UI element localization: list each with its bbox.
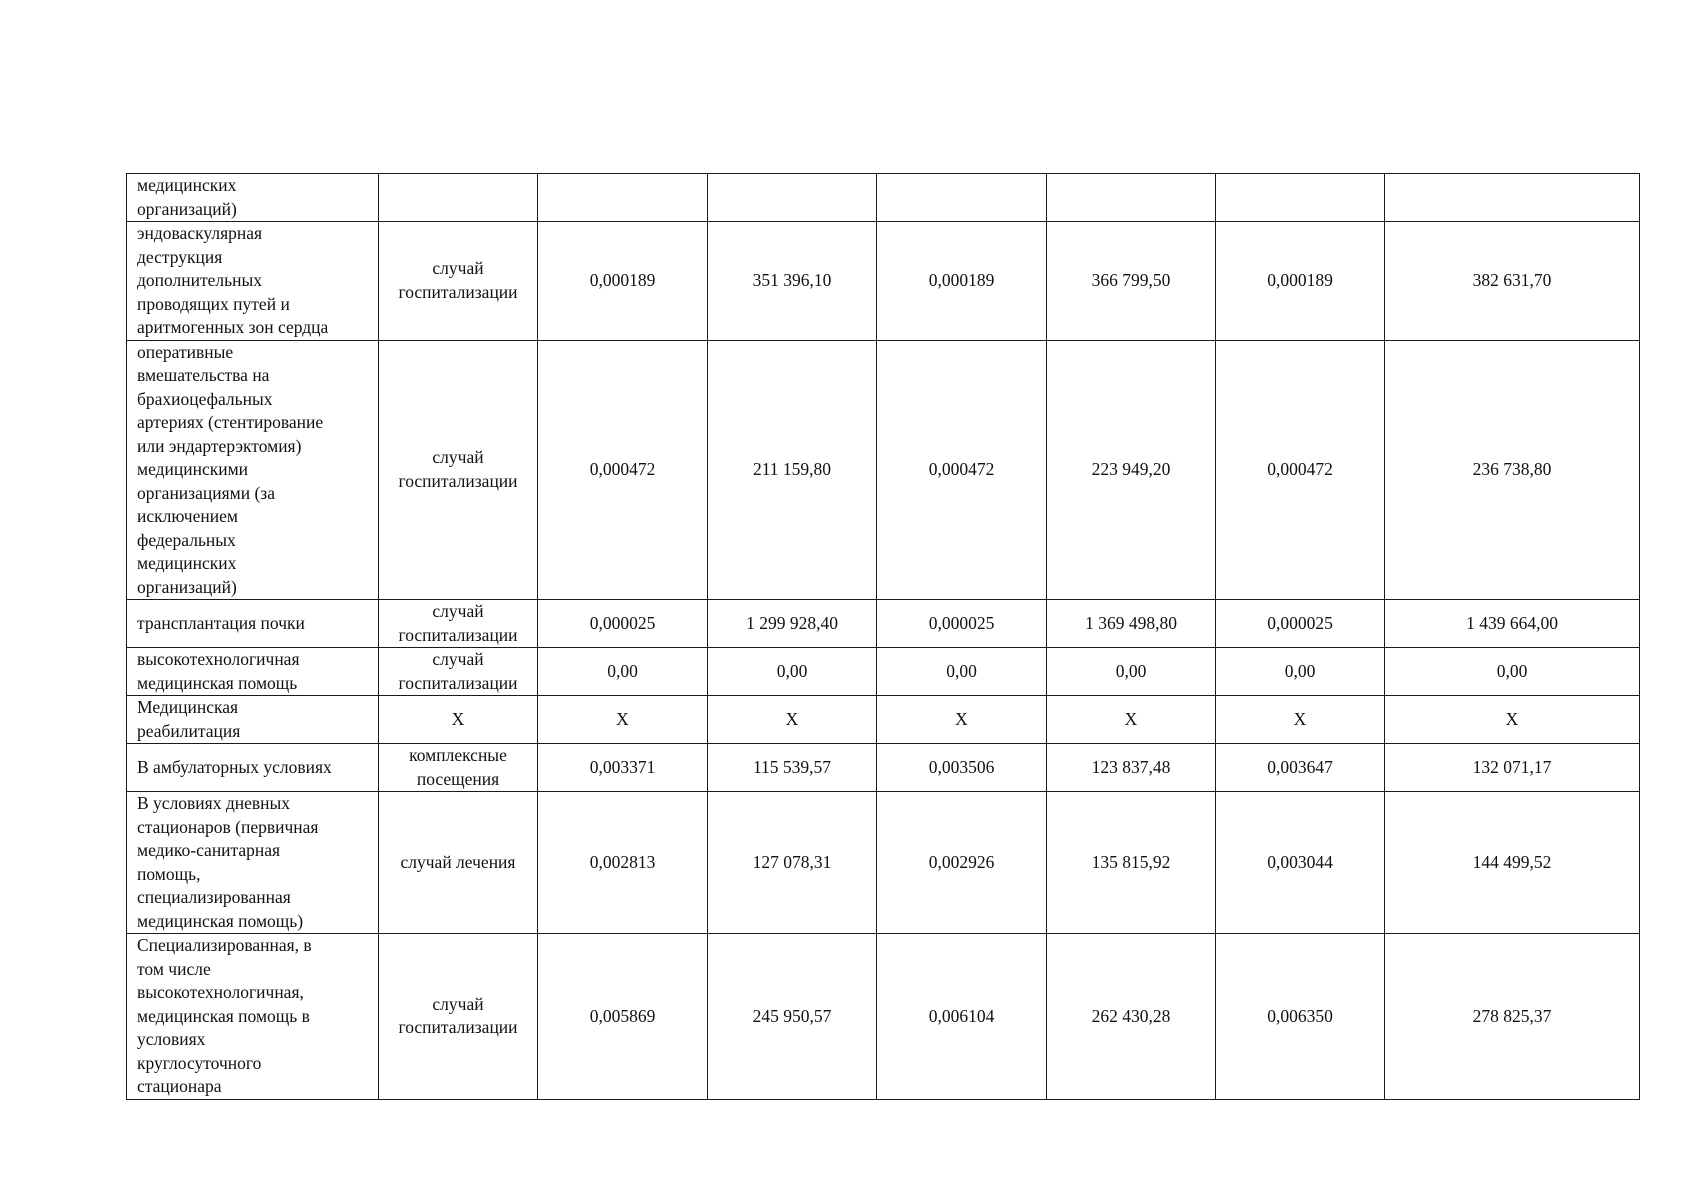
unit-cell — [379, 174, 538, 222]
value-cell: 1 299 928,40 — [708, 600, 877, 648]
table-row — [127, 648, 1640, 696]
value-cell — [1385, 174, 1640, 222]
value-cell: 0,000025 — [538, 600, 708, 648]
row-name-cell: Медицинская реабилитация — [127, 696, 379, 744]
row-name-cell: Специализированная, в том числе высокотехнологичная, медицинская помощь в условиях круглосуточного стационара — [127, 934, 379, 1100]
unit-cell: X — [379, 696, 538, 744]
value-cell: 211 159,80 — [708, 340, 877, 600]
value-cell: 245 950,57 — [708, 934, 877, 1100]
value-cell: 0,000472 — [877, 340, 1047, 600]
table-row — [127, 696, 1640, 744]
value-cell: 0,00 — [708, 648, 877, 696]
row-name-cell: эндоваскулярная деструкция дополнительных проводящих путей и аритмогенных зон сердца — [127, 222, 379, 341]
value-cell: 351 396,10 — [708, 222, 877, 341]
value-cell: 123 837,48 — [1047, 744, 1216, 792]
unit-cell: случай госпитализации — [379, 934, 538, 1100]
value-cell: 0,000189 — [538, 222, 708, 341]
value-cell: 132 071,17 — [1385, 744, 1640, 792]
value-cell: 0,00 — [1385, 648, 1640, 696]
value-cell: 366 799,50 — [1047, 222, 1216, 341]
row-name-cell: высокотехнологичная медицинская помощь — [127, 648, 379, 696]
table-row — [127, 340, 1640, 600]
value-cell: 0,000025 — [1216, 600, 1385, 648]
value-cell: 0,003371 — [538, 744, 708, 792]
table-row — [127, 222, 1640, 341]
row-name-cell: В условиях дневных стационаров (первичная медико-санитарная помощь, специализированная медицинская помощь) — [127, 792, 379, 934]
table-row — [127, 792, 1640, 934]
value-cell: 223 949,20 — [1047, 340, 1216, 600]
value-cell: X — [708, 696, 877, 744]
value-cell — [708, 174, 877, 222]
value-cell — [538, 174, 708, 222]
value-cell: 0,000472 — [1216, 340, 1385, 600]
value-cell — [877, 174, 1047, 222]
unit-cell: случай госпитализации — [379, 222, 538, 341]
unit-cell: случай госпитализации — [379, 648, 538, 696]
value-cell: 0,00 — [1216, 648, 1385, 696]
value-cell: 0,003506 — [877, 744, 1047, 792]
value-cell: 0,00 — [877, 648, 1047, 696]
value-cell: 144 499,52 — [1385, 792, 1640, 934]
value-cell: 0,002813 — [538, 792, 708, 934]
value-cell: 0,005869 — [538, 934, 708, 1100]
value-cell: 0,002926 — [877, 792, 1047, 934]
data-table — [126, 173, 1640, 1100]
row-name-cell: В амбулаторных условиях — [127, 744, 379, 792]
value-cell: 0,006350 — [1216, 934, 1385, 1100]
value-cell: 0,000189 — [877, 222, 1047, 341]
value-cell: 135 815,92 — [1047, 792, 1216, 934]
value-cell: 0,006104 — [877, 934, 1047, 1100]
unit-cell: случай лечения — [379, 792, 538, 934]
value-cell: X — [1385, 696, 1640, 744]
table-row — [127, 934, 1640, 1100]
row-name-cell: оперативные вмешательства на брахиоцефальных артериях (стентирование или эндартерэктомия) медицинскими организациями (за исключением федеральных медицинских организаций) — [127, 340, 379, 600]
value-cell: 0,003647 — [1216, 744, 1385, 792]
value-cell: 0,00 — [538, 648, 708, 696]
unit-cell: случай госпитализации — [379, 600, 538, 648]
value-cell: X — [1047, 696, 1216, 744]
value-cell: X — [877, 696, 1047, 744]
table-row — [127, 174, 1640, 222]
row-name-cell: медицинских организаций) — [127, 174, 379, 222]
table-row — [127, 744, 1640, 792]
row-name-cell: трансплантация почки — [127, 600, 379, 648]
value-cell: 236 738,80 — [1385, 340, 1640, 600]
value-cell: 127 078,31 — [708, 792, 877, 934]
table-row — [127, 600, 1640, 648]
value-cell: X — [1216, 696, 1385, 744]
unit-cell: случай госпитализации — [379, 340, 538, 600]
value-cell: 0,000025 — [877, 600, 1047, 648]
value-cell: X — [538, 696, 708, 744]
value-cell: 0,00 — [1047, 648, 1216, 696]
value-cell: 0,000472 — [538, 340, 708, 600]
unit-cell: комплексные посещения — [379, 744, 538, 792]
value-cell — [1216, 174, 1385, 222]
value-cell: 115 539,57 — [708, 744, 877, 792]
value-cell: 278 825,37 — [1385, 934, 1640, 1100]
value-cell: 382 631,70 — [1385, 222, 1640, 341]
value-cell: 1 439 664,00 — [1385, 600, 1640, 648]
value-cell: 0,000189 — [1216, 222, 1385, 341]
value-cell: 262 430,28 — [1047, 934, 1216, 1100]
value-cell — [1047, 174, 1216, 222]
value-cell: 1 369 498,80 — [1047, 600, 1216, 648]
value-cell: 0,003044 — [1216, 792, 1385, 934]
